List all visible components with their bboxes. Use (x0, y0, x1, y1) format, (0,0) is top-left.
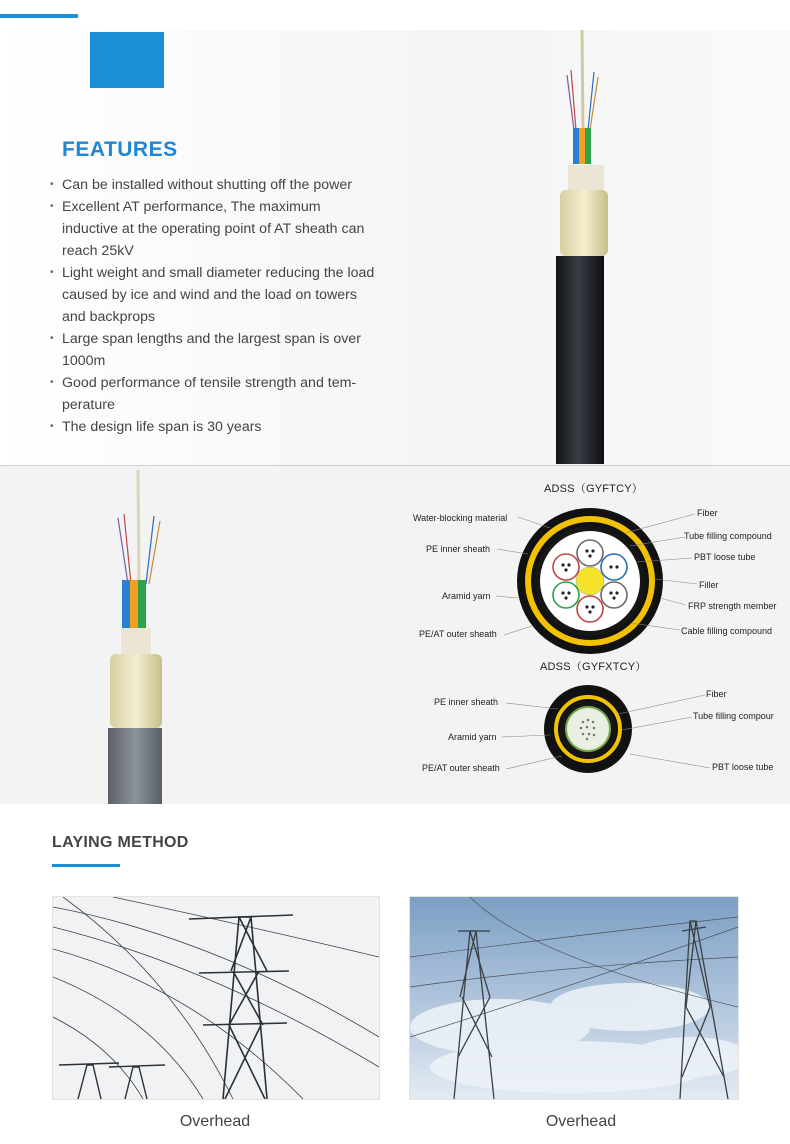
structure-panel (0, 466, 790, 804)
overhead-photo-2 (409, 896, 739, 1100)
transmission-tower-image-2 (410, 897, 738, 1099)
features-title: FEATURES (62, 138, 178, 161)
label-tube-filling: Tube filling compound (684, 531, 772, 541)
label-fiber: Fiber (697, 508, 718, 518)
caption-overhead-2: Overhead (545, 1113, 617, 1130)
laying-accent-bar (52, 864, 120, 867)
label-frp-strength-member: FRP strength member (688, 601, 777, 611)
label-fiber-2: Fiber (706, 689, 727, 699)
label-water-blocking: Water-blocking material (413, 513, 508, 523)
label-pbt-loose-tube-2: PBT loose tube (712, 762, 774, 772)
label-pe-inner-sheath-2: PE inner sheath (434, 697, 499, 707)
feature-item: • The design life span is 30 years (50, 416, 380, 438)
label-tube-filling-2: Tube filling compour (693, 711, 774, 721)
caption-overhead-1: Overhead (179, 1113, 251, 1130)
diagram2-title: ADSS（GYFXTCY） (540, 661, 647, 673)
top-accent-bar (0, 14, 78, 18)
feature-item: • Can be installed without shutting off the power (50, 174, 380, 196)
feature-item: • Excellent AT performance, The maximum inductive at the operating point of AT sheath can reach 25kV (50, 196, 380, 262)
diagram1-title: ADSS（GYFTCY） (544, 483, 643, 495)
transmission-tower-image-1 (53, 897, 379, 1099)
label-cable-filling: Cable filling compound (681, 626, 773, 636)
label-outer-sheath-2: PE/AT outer sheath (422, 763, 500, 773)
feature-item: • Good performance of tensile strength and tem-perature (50, 372, 380, 416)
grey-cable-image (100, 466, 180, 804)
features-panel (0, 30, 790, 466)
label-outer-sheath: PE/AT outer sheath (419, 629, 497, 639)
feature-item: • Large span lengths and the largest span is over 1000m (50, 328, 380, 372)
blue-square-decoration (90, 32, 164, 88)
label-aramid-yarn: Aramid yarn (442, 591, 491, 601)
feature-item: • Light weight and small diameter reducing the load caused by ice and wind and the load on towers and backprops (50, 262, 380, 328)
label-aramid-yarn-2: Aramid yarn (448, 732, 497, 742)
black-cable-image (530, 30, 640, 466)
label-filler: Filler (699, 580, 719, 590)
label-pbt-loose-tube: PBT loose tube (694, 552, 756, 562)
laying-method-title: LAYING METHOD (52, 834, 189, 851)
features-list (50, 174, 380, 438)
label-pe-inner-sheath: PE inner sheath (426, 544, 491, 554)
overhead-photo-1 (52, 896, 380, 1100)
